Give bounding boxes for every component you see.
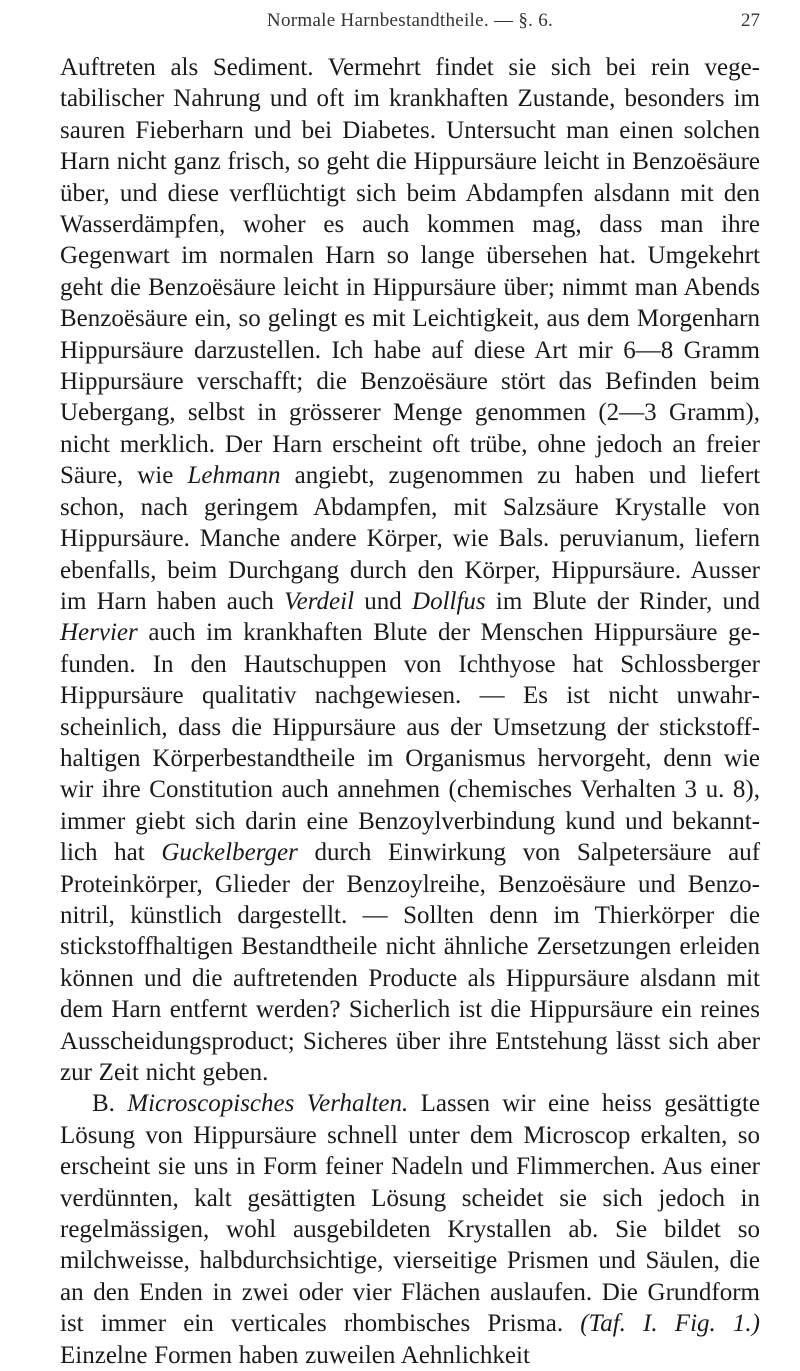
author-name: Verdeil (284, 587, 355, 615)
page-header (60, 10, 760, 40)
section-title: Microscopisches Verhalten. (127, 1090, 409, 1118)
author-name: Hervier (60, 619, 138, 647)
author-name: Dollfus (412, 587, 486, 615)
paragraph-1 (60, 52, 760, 1088)
paragraph-2 (60, 1088, 760, 1371)
author-name: Lehmann (187, 462, 281, 490)
text-run: auch im krankhaften Blute der Menschen Hippursäure gefunden. In den Hautschuppen von Ichthyose hat Schlossberger Hippursäure qualitativ nachgewiesen. — Es ist nicht unwahrscheinlich, dass die Hippursäure aus der Umsetzung der stickstoffhaltigen Körperbestandtheile im Organismus hervorgeht, denn wie wir ihre Constitution auch annehmen (chemisches Verhalten 3 u. 8), immer giebt sich darin eine Benzoylverbindung kund und bekanntlich hat (60, 619, 761, 867)
figure-reference: (Taf. I. Fig. 1.) (580, 1310, 761, 1338)
text-run: durch Einwirkung von Salpetersäure auf Proteinkörper, Glieder der Benzoylreihe, Benzoësäure und Benzonitril, künstlich dargestellt. — Sollten denn im Thierkörper die stickstoffhaltigen Bestandtheile nicht ähnliche Zersetzungen erleiden können und die auftretenden Producte als Hippursäure alsdann mit dem Harn entfernt werden? Sicherlich ist die Hippursäure ein reines Ausscheidungsproduct; Sicheres über ihre Entstehung lässt sich aber zur Zeit nicht geben. (60, 839, 761, 1086)
text-run: Einzelne Formen haben zuweilen Aehnlichkeit (60, 1341, 530, 1369)
text-run: Lassen wir eine heiss gesättigte Lösung von Hippursäure schnell unter dem Microscop erkalten, so erscheint sie uns in Form feiner Nadeln und Flimmerchen. Aus einer verdünnten, kalt gesättigten Lösung scheidet sie sich jedoch in regelmässigen, wohl ausgebildeten Krystallen ab. Sie bildet so milchweisse, halbdurchsichtige, vierseitige Prismen und Säulen, die an den Enden in zwei oder vier Flächen auslaufen. Die Grundform ist immer ein verticales rhombisches Prisma. (60, 1090, 761, 1338)
author-name: Guckelberger (161, 839, 298, 867)
body-text (60, 52, 760, 1371)
text-run: Auftreten als Sediment. Vermehrt findet sie sich bei rein vegetabilischer Nahrung und oft im krankhaften Zustande, besonders im sauren Fieberharn und bei Diabetes. Untersucht man einen solchen Harn nicht ganz frisch, so geht die Hippursäure leicht in Benzoësäure über, und diese verflüchtigt sich beim Abdampfen alsdann mit den Wasserdämpfen, woher es auch kommen mag, dass man ihre Gegenwart im normalen Harn so lange übersehen hat. Umgekehrt geht die Benzoësäure leicht in Hippursäure über; nimmt man Abends Benzoësäure ein, so gelingt es mit Leichtigkeit, aus dem Morgenharn Hippursäure darzustellen. Ich habe auf diese Art mir 6—8 Gramm Hippursäure verschafft; die Benzoësäure stört das Befinden beim Uebergang, selbst in grösserer Menge genommen (2—3 Gramm), nicht merklich. Der Harn erscheint oft trübe, ohne jedoch an freier Säure, wie (60, 54, 760, 490)
running-head: Normale Harnbestandtheile. — §. 6. (266, 10, 554, 31)
page-number: 27 (741, 10, 760, 31)
section-label: B. (92, 1090, 115, 1118)
text-run: im Blute der Rinder, und (495, 587, 761, 615)
text-run: angiebt, zugenommen zu haben und liefert schon, nach geringem Abdampfen, mit Salzsäure Krystalle von Hippursäure. Manche andere Körper, wie Bals. peruvianum, liefern ebenfalls, beim Durchgang durch den Körper, Hippursäure. Ausser im Harn haben auch (60, 462, 761, 615)
text-run: und (364, 587, 402, 615)
